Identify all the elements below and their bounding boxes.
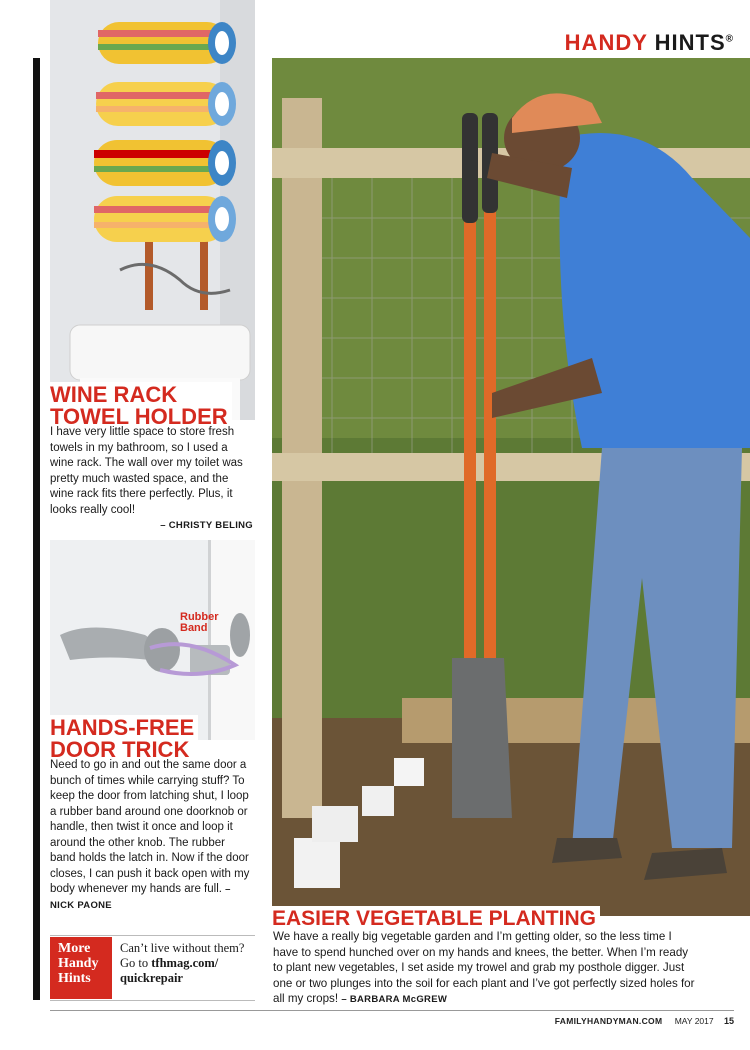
tip3-headline: EASIER VEGETABLE PLANTING xyxy=(272,906,600,929)
section-header xyxy=(565,30,734,56)
tip2-headline-line1: HANDS-FREE xyxy=(50,715,195,740)
tip2-body xyxy=(50,758,253,913)
footer-site: FAMILYHANDYMAN.COM xyxy=(554,1016,663,1026)
tip1-headline-line2: TOWEL HOLDER xyxy=(50,404,228,429)
callout-line1: Rubber xyxy=(180,611,219,623)
tip2-body-text: Need to go in and out the same door a bunch of times while carrying stuff? To keep the door from latching shut, I loop a rubber band around one doorknob or handle, then twist it once and loop it around the other knob. The rubber band holds the latch in. Now if the door closes, I can push it back open with my body whenever my hands are full. xyxy=(50,759,250,895)
more-link-part2[interactable]: quickrepair xyxy=(120,971,183,985)
footer-issue: MAY 2017 xyxy=(674,1016,714,1026)
footer-rule xyxy=(50,1010,734,1011)
tip2-headline xyxy=(50,715,198,761)
tip2-byline: – NICK PAONE xyxy=(50,884,231,911)
tip1-headline-line1: WINE RACK xyxy=(50,382,178,407)
tip1-body-text: I have very little space to store fresh towels in my bathroom, so I used a wine rack. The wall over my toilet was pretty much wasted space, and the wine rack fits there perfectly. Plus, it looks really cool! xyxy=(50,426,243,516)
page-footer xyxy=(555,1016,734,1026)
more-badge-line3: Hints xyxy=(58,971,91,986)
more-badge-line1: More xyxy=(58,941,91,956)
header-word-handy: HANDY xyxy=(564,30,648,55)
towel-rack-photo xyxy=(50,0,255,420)
more-link-part1[interactable]: tfhmag.com/ xyxy=(151,956,219,970)
tip1-byline: – CHRISTY BELING xyxy=(160,520,253,531)
left-accent-bar xyxy=(33,58,40,1000)
tip1-body xyxy=(50,425,253,534)
tip3-body-text: We have a really big vegetable garden and I’m getting older, so the less time I have to spend hunched over on my hands and knees, the better. When I’m ready to plant new vegetables, I set aside my trowel and grab my posthole digger. Just one or two plunges into the soil for each plant and I’ve got perfectly sized holes for all my crops! xyxy=(273,930,695,1005)
more-hints-text xyxy=(120,941,244,986)
rubber-band-callout xyxy=(180,612,219,634)
more-text-line1: Can’t live without them? xyxy=(120,941,245,955)
tip3-body xyxy=(273,929,698,1008)
page-number: 15 xyxy=(723,1016,734,1026)
more-badge-line2: Handy xyxy=(58,956,99,971)
tip1-headline xyxy=(50,382,232,428)
header-word-hints: HINTS xyxy=(654,30,726,55)
tip3-byline: – BARBARA McGREW xyxy=(341,994,448,1005)
callout-line2: Band xyxy=(180,622,208,634)
more-text-prefix: Go to xyxy=(120,956,152,970)
garden-digger-photo xyxy=(272,58,750,916)
more-hints-badge xyxy=(50,937,112,999)
door-handle-photo xyxy=(50,540,255,740)
registered-mark: ® xyxy=(725,33,734,45)
tip2-headline-line2: DOOR TRICK xyxy=(50,737,190,762)
